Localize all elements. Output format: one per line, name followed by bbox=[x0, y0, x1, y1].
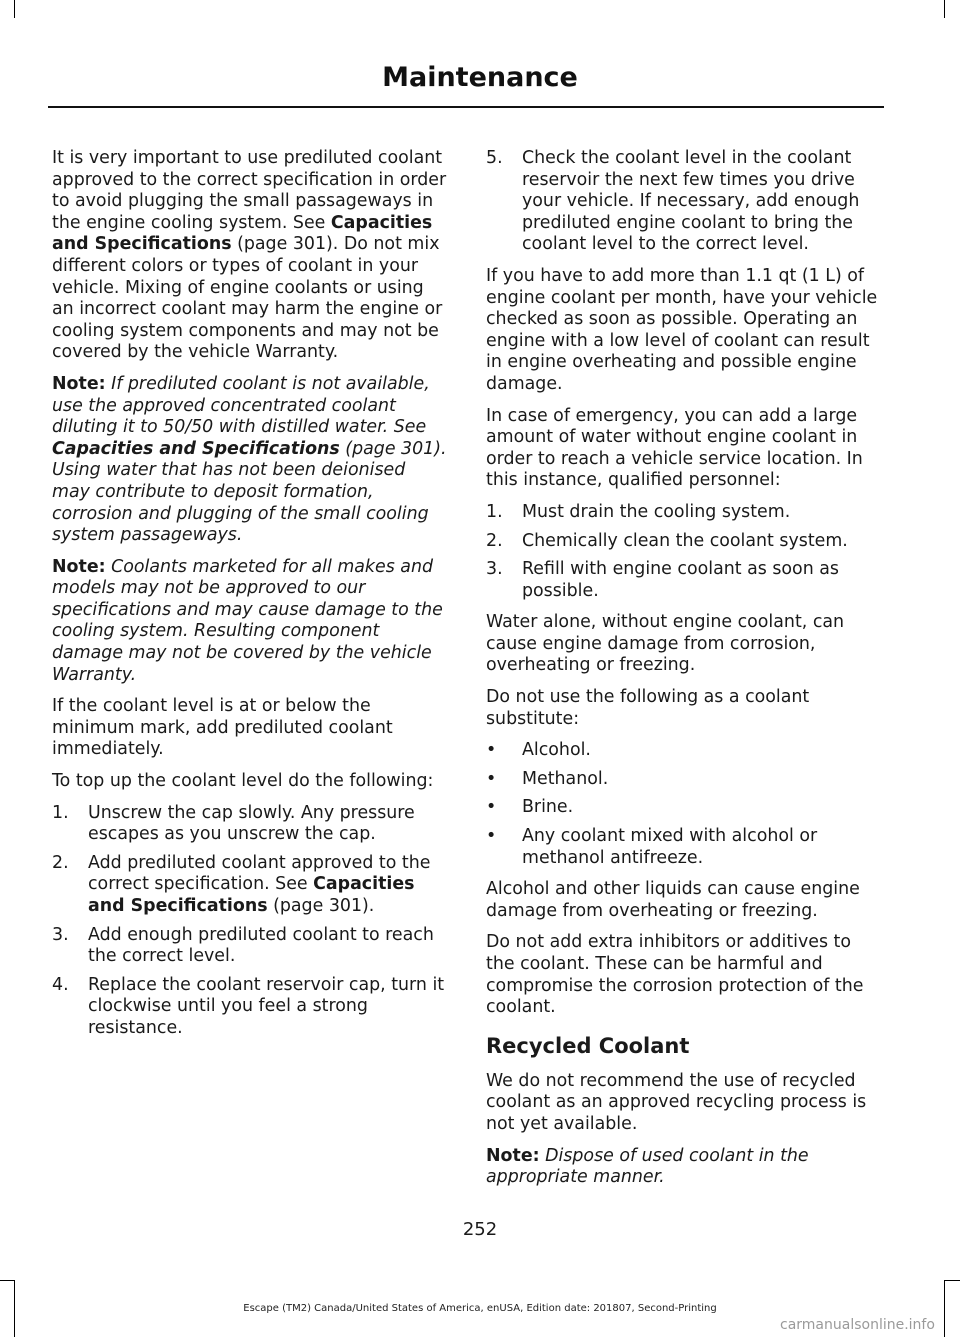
list-item: 4. Replace the coolant reservoir cap, turn it clockwise until you feel a strong resistance. bbox=[52, 974, 445, 1038]
list-item: 1. Must drain the cooling system. bbox=[486, 501, 791, 522]
note-label: Note: bbox=[52, 373, 106, 394]
top-up-steps-continued bbox=[486, 148, 882, 256]
recycled-paragraph: We do not recommend the use of recycled coolant as an approved recycling process is not yet available. bbox=[486, 1070, 867, 1134]
capacities-link[interactable]: Capacities and Specifications bbox=[88, 874, 415, 916]
crop-mark-top-left-v bbox=[14, 0, 15, 18]
intro-paragraph: It is very important to use prediluted coolant approved to the correct specification in order to avoid plugging the small passageways in the engine cooling system. See Capacities and Specifications (page 301). Do not mix different colors or types of coolant in your vehicle. Mixing of engine coolants or using an incorrect coolant may harm the engine or cooling system components and may not be covered by the vehicle Warranty. bbox=[52, 148, 447, 363]
list-item: • Brine. bbox=[486, 797, 574, 818]
substitute-list bbox=[486, 740, 882, 869]
note-label: Note: bbox=[52, 556, 106, 577]
inhibitors-paragraph: Do not add extra inhibitors or additives to the coolant. These can be harmful and compromise the corrosion protection of the coolant. bbox=[486, 932, 864, 1018]
substitute-intro: Do not use the following as a coolant substitute: bbox=[486, 687, 810, 729]
other-liquids-paragraph: Alcohol and other liquids can cause engine damage from overheating or freezing. bbox=[486, 879, 860, 921]
list-item: • Any coolant mixed with alcohol or methanol antifreeze. bbox=[486, 826, 818, 868]
list-item: 2. Chemically clean the coolant system. bbox=[486, 530, 848, 551]
emergency-steps bbox=[486, 502, 882, 602]
capacities-link[interactable]: Capacities and Specifications bbox=[52, 438, 340, 459]
top-up-intro: To top up the coolant level do the following: bbox=[52, 771, 434, 792]
left-column bbox=[52, 148, 448, 1050]
list-item: 1. Unscrew the cap slowly. Any pressure escapes as you unscrew the cap. bbox=[52, 802, 415, 845]
top-up-steps bbox=[52, 803, 448, 1040]
note-dispose: Note: Dispose of used coolant in the appropriate manner. bbox=[486, 1145, 809, 1188]
note-coolants-marketed: Note: Coolants marketed for all makes and models may not be approved to our specifications and may cause damage to the cooling system. Resulting component damage may not be covered by the vehicle Warranty. bbox=[52, 556, 443, 685]
monthly-coolant-paragraph: If you have to add more than 1.1 qt (1 L) of engine coolant per month, have your vehicle checked as soon as possible. Operating an engine with a low level of coolant can result in engine overheating and possible engine damage. bbox=[486, 265, 878, 394]
watermark: carmanualsonline.info bbox=[780, 1317, 935, 1333]
crop-mark-bottom-left-h bbox=[0, 1280, 14, 1281]
section-heading-recycled-coolant: Recycled Coolant bbox=[486, 1033, 690, 1058]
capacities-link[interactable]: Capacities and Specifications bbox=[52, 212, 433, 255]
list-item: • Alcohol. bbox=[486, 740, 591, 761]
note-label: Note: bbox=[486, 1145, 540, 1166]
list-item: 3. Refill with engine coolant as soon as possible. bbox=[486, 559, 839, 601]
water-alone-paragraph: Water alone, without engine coolant, can cause engine damage from corrosion, overheating or freezing. bbox=[486, 612, 845, 676]
right-column bbox=[486, 148, 882, 1199]
list-item: • Methanol. bbox=[486, 768, 609, 789]
note-prediluted: Note: If prediluted coolant is not available, use the approved concentrated coolant diluting it to 50/50 with distilled water. See Capacities and Specifications (page 301). Using water that has not been deionised may contribute to deposit formation, corrosion and plugging of the small cooling system passageways. bbox=[52, 373, 447, 546]
emergency-paragraph: In case of emergency, you can add a large amount of water without engine coolant in order to reach a vehicle service location. In this instance, qualified personnel: bbox=[486, 405, 863, 491]
crop-mark-bottom-right-h bbox=[944, 1280, 960, 1281]
list-item: 3. Add enough prediluted coolant to reach the correct level. bbox=[52, 924, 434, 967]
header-divider bbox=[48, 106, 884, 108]
list-item: 2. Add prediluted coolant approved to the correct specification. See Capacities and Specifications (page 301). bbox=[52, 852, 431, 916]
edition-footer: Escape (TM2) Canada/United States of America, enUSA, Edition date: 201807, Second-Printing bbox=[243, 1303, 717, 1314]
list-item: 5. Check the coolant level in the coolant reservoir the next few times you drive your vehicle. If necessary, add enough prediluted engine coolant to bring the coolant level to the correct level. bbox=[486, 148, 860, 255]
coolant-level-paragraph: If the coolant level is at or below the minimum mark, add prediluted coolant immediately. bbox=[52, 696, 393, 760]
page-title: Maintenance bbox=[382, 62, 578, 93]
page-number: 252 bbox=[462, 1219, 498, 1240]
crop-mark-top-right-v bbox=[944, 0, 945, 18]
